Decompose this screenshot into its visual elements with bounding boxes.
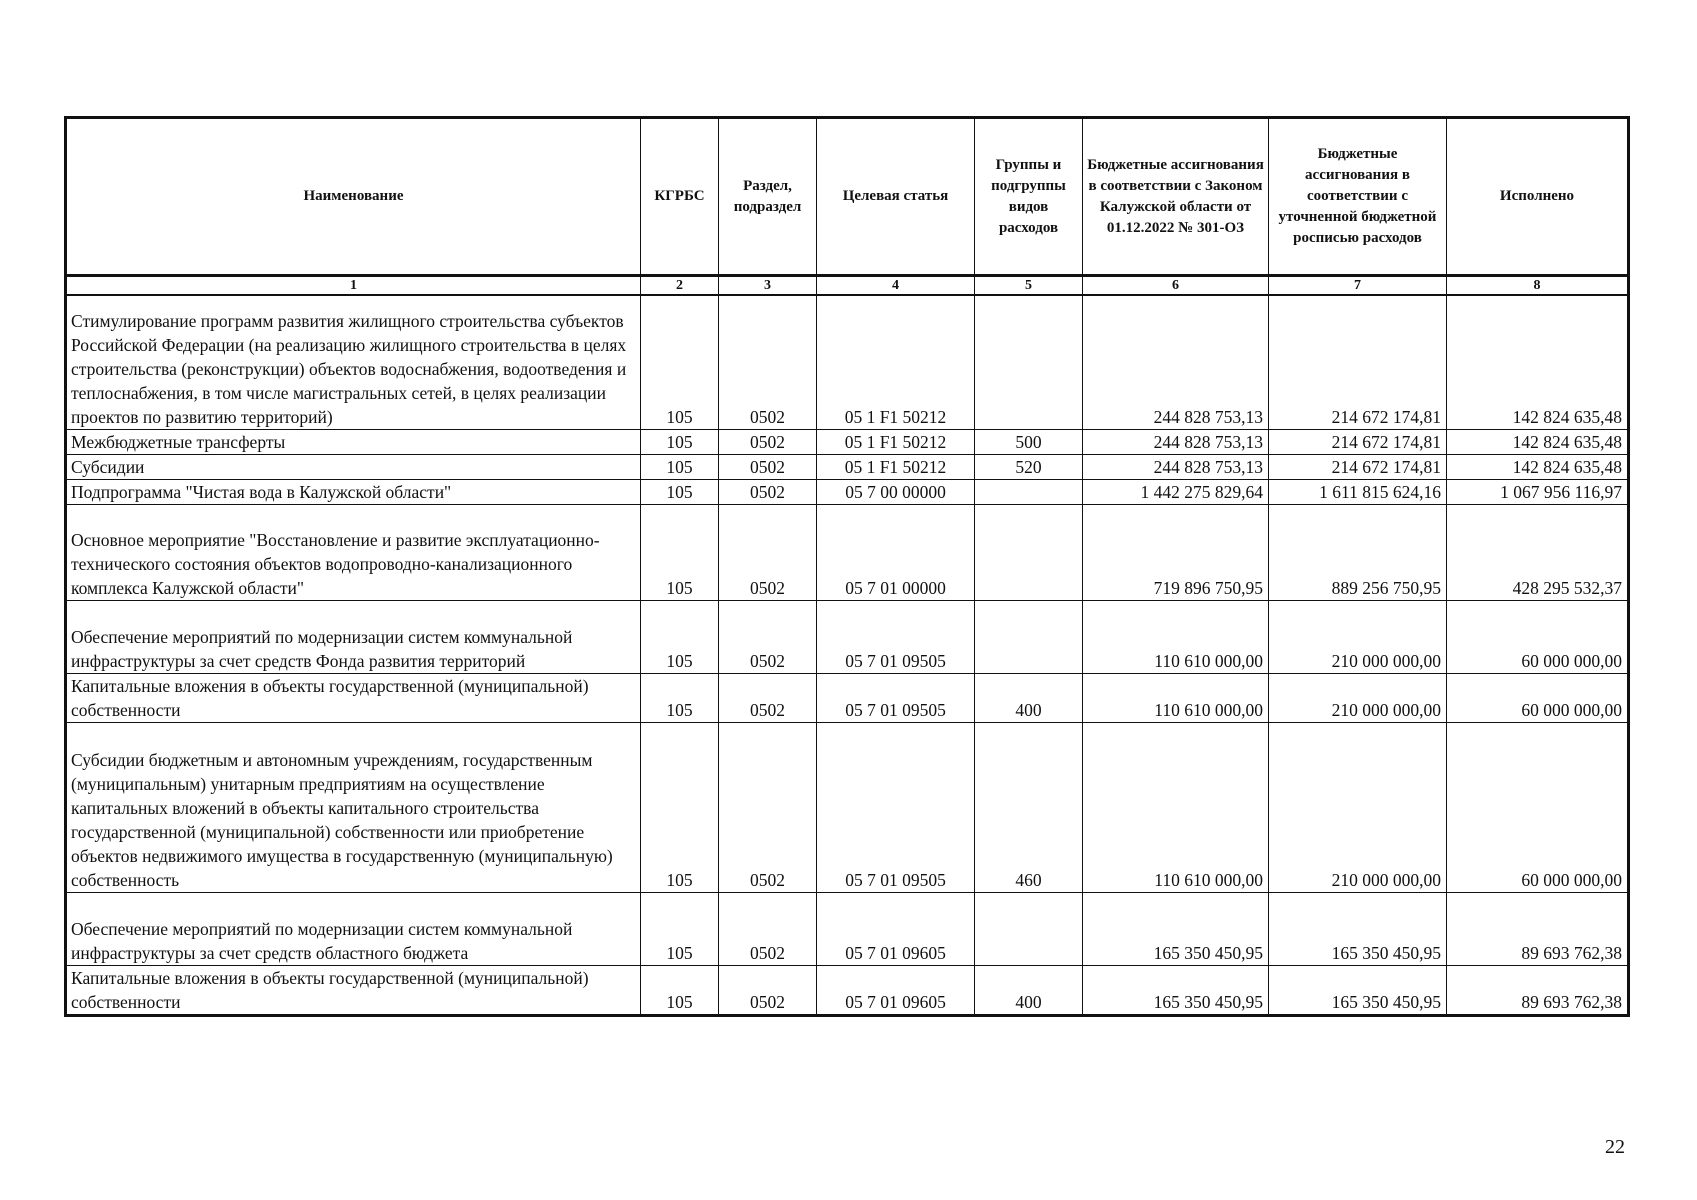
row-executed-amount: 60 000 000,00: [1447, 600, 1629, 673]
row-section: 0502: [719, 965, 817, 1015]
row-target: 05 7 01 09505: [817, 722, 975, 892]
row-executed-amount: 1 067 956 116,97: [1447, 479, 1629, 504]
page-number: 22: [1605, 1136, 1625, 1158]
row-law-amount: 110 610 000,00: [1083, 600, 1269, 673]
header-kgrbs: КГРБС: [641, 118, 719, 276]
header-name: Наименование: [66, 118, 641, 276]
row-executed-amount: 428 295 532,37: [1447, 504, 1629, 600]
table-row: [66, 504, 1629, 600]
row-executed-amount: 142 824 635,48: [1447, 454, 1629, 479]
budget-table: [64, 116, 1630, 1017]
row-group: 400: [975, 965, 1083, 1015]
row-kgrbs: 105: [641, 295, 719, 429]
column-number-row: [66, 276, 1629, 296]
row-executed-amount: 142 824 635,48: [1447, 429, 1629, 454]
row-kgrbs: 105: [641, 892, 719, 965]
row-target: 05 7 01 09605: [817, 965, 975, 1015]
row-law-amount: 244 828 753,13: [1083, 429, 1269, 454]
column-number: 7: [1269, 276, 1447, 296]
row-refined-amount: 214 672 174,81: [1269, 295, 1447, 429]
row-executed-amount: 89 693 762,38: [1447, 965, 1629, 1015]
row-section: 0502: [719, 892, 817, 965]
table-row: [66, 892, 1629, 965]
row-refined-amount: 165 350 450,95: [1269, 965, 1447, 1015]
row-executed-amount: 142 824 635,48: [1447, 295, 1629, 429]
row-kgrbs: 105: [641, 965, 719, 1015]
row-section: 0502: [719, 454, 817, 479]
row-law-amount: 1 442 275 829,64: [1083, 479, 1269, 504]
row-refined-amount: 210 000 000,00: [1269, 673, 1447, 722]
row-kgrbs: 105: [641, 454, 719, 479]
row-section: 0502: [719, 722, 817, 892]
column-number: 5: [975, 276, 1083, 296]
row-executed-amount: 60 000 000,00: [1447, 673, 1629, 722]
row-refined-amount: 214 672 174,81: [1269, 454, 1447, 479]
header-law: Бюджетные ассигнования в соответствии с Законом Калужской области от 01.12.2022 № 301-ОЗ: [1083, 118, 1269, 276]
header-section: Раздел, подраздел: [719, 118, 817, 276]
row-target: 05 7 01 09605: [817, 892, 975, 965]
row-group: [975, 600, 1083, 673]
row-section: 0502: [719, 479, 817, 504]
row-law-amount: 165 350 450,95: [1083, 965, 1269, 1015]
row-executed-amount: 89 693 762,38: [1447, 892, 1629, 965]
header-refined: Бюджетные ассигнования в соответствии с уточненной бюджетной росписью расходов: [1269, 118, 1447, 276]
column-number: 1: [66, 276, 641, 296]
row-name: Стимулирование программ развития жилищного строительства субъектов Российской Федерации (на реализацию жилищного строительства в целях строительства (реконструкции) объектов водоснабжения, водоотведения и теплоснабжения, в том числе магистральных сетей, в целях реализации проектов по развитию территорий): [66, 295, 641, 429]
column-number: 2: [641, 276, 719, 296]
row-refined-amount: 1 611 815 624,16: [1269, 479, 1447, 504]
table-header-row: [66, 118, 1629, 276]
row-target: 05 7 00 00000: [817, 479, 975, 504]
row-refined-amount: 210 000 000,00: [1269, 722, 1447, 892]
row-law-amount: 244 828 753,13: [1083, 454, 1269, 479]
table-row: [66, 295, 1629, 429]
table-row: [66, 454, 1629, 479]
row-kgrbs: 105: [641, 429, 719, 454]
row-group: 460: [975, 722, 1083, 892]
header-target: Целевая статья: [817, 118, 975, 276]
column-number: 8: [1447, 276, 1629, 296]
table-row: [66, 722, 1629, 892]
column-number: 3: [719, 276, 817, 296]
row-name: Подпрограмма "Чистая вода в Калужской области": [66, 479, 641, 504]
row-section: 0502: [719, 504, 817, 600]
row-name: Субсидии: [66, 454, 641, 479]
table-row: [66, 965, 1629, 1015]
row-section: 0502: [719, 673, 817, 722]
row-target: 05 7 01 09505: [817, 673, 975, 722]
row-kgrbs: 105: [641, 479, 719, 504]
row-group: [975, 479, 1083, 504]
row-law-amount: 165 350 450,95: [1083, 892, 1269, 965]
row-target: 05 7 01 00000: [817, 504, 975, 600]
row-group: 520: [975, 454, 1083, 479]
column-number: 6: [1083, 276, 1269, 296]
row-kgrbs: 105: [641, 504, 719, 600]
row-name: Субсидии бюджетным и автономным учреждениям, государственным (муниципальным) унитарным предприятиям на осуществление капитальных вложений в объекты капитального строительства государственной (муниципальной) собственности или приобретение объектов недвижимого имущества в государственную (муниципальную) собственность: [66, 722, 641, 892]
row-refined-amount: 210 000 000,00: [1269, 600, 1447, 673]
row-law-amount: 110 610 000,00: [1083, 722, 1269, 892]
row-law-amount: 719 896 750,95: [1083, 504, 1269, 600]
row-executed-amount: 60 000 000,00: [1447, 722, 1629, 892]
row-kgrbs: 105: [641, 673, 719, 722]
row-name: Капитальные вложения в объекты государственной (муниципальной) собственности: [66, 965, 641, 1015]
row-refined-amount: 165 350 450,95: [1269, 892, 1447, 965]
row-target: 05 1 F1 50212: [817, 429, 975, 454]
column-number: 4: [817, 276, 975, 296]
row-name: Межбюджетные трансферты: [66, 429, 641, 454]
header-executed: Исполнено: [1447, 118, 1629, 276]
row-group: [975, 892, 1083, 965]
row-group: 500: [975, 429, 1083, 454]
row-refined-amount: 889 256 750,95: [1269, 504, 1447, 600]
row-target: 05 7 01 09505: [817, 600, 975, 673]
row-section: 0502: [719, 429, 817, 454]
row-name: Обеспечение мероприятий по модернизации систем коммунальной инфраструктуры за счет средств Фонда развития территорий: [66, 600, 641, 673]
row-target: 05 1 F1 50212: [817, 454, 975, 479]
row-section: 0502: [719, 295, 817, 429]
row-law-amount: 110 610 000,00: [1083, 673, 1269, 722]
row-name: Капитальные вложения в объекты государственной (муниципальной) собственности: [66, 673, 641, 722]
row-group: [975, 504, 1083, 600]
row-group: [975, 295, 1083, 429]
table-row: [66, 479, 1629, 504]
row-law-amount: 244 828 753,13: [1083, 295, 1269, 429]
row-target: 05 1 F1 50212: [817, 295, 975, 429]
row-kgrbs: 105: [641, 722, 719, 892]
table-row: [66, 429, 1629, 454]
row-name: Обеспечение мероприятий по модернизации систем коммунальной инфраструктуры за счет средств областного бюджета: [66, 892, 641, 965]
row-kgrbs: 105: [641, 600, 719, 673]
table-row: [66, 673, 1629, 722]
row-group: 400: [975, 673, 1083, 722]
header-group: Группы и подгруппы видов расходов: [975, 118, 1083, 276]
table-row: [66, 600, 1629, 673]
row-refined-amount: 214 672 174,81: [1269, 429, 1447, 454]
row-name: Основное мероприятие "Восстановление и развитие эксплуатационно-технического состояния объектов водопроводно-канализационного комплекса Калужской области": [66, 504, 641, 600]
row-section: 0502: [719, 600, 817, 673]
